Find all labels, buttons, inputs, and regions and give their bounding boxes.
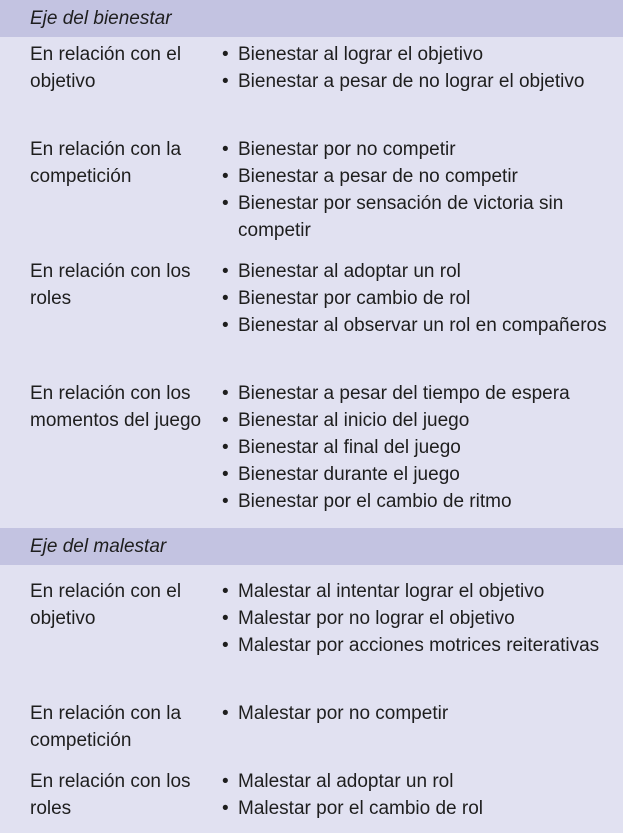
row-items bbox=[222, 380, 612, 515]
list-item: • Malestar al intentar lograr el objetivo bbox=[222, 578, 612, 605]
list-item: • Bienestar al adoptar un rol bbox=[222, 258, 612, 285]
row-category: En relación con el objetivo bbox=[30, 44, 182, 92]
list-item: • Malestar por no competir bbox=[222, 700, 612, 727]
row-items bbox=[222, 136, 612, 244]
row-items bbox=[222, 700, 612, 727]
list-item: • Bienestar al lograr el objetivo bbox=[222, 41, 612, 68]
list-item: • Malestar al adoptar un rol bbox=[222, 768, 612, 795]
row-items bbox=[222, 768, 612, 822]
row-items bbox=[222, 578, 612, 659]
list-item: • Malestar por no lograr el objetivo bbox=[222, 605, 612, 632]
list-item: • Malestar por acciones motrices reiterativas bbox=[222, 632, 612, 659]
section-title: Eje del bienestar bbox=[30, 8, 172, 29]
list-item: • Bienestar al observar un rol en compañeros bbox=[222, 312, 612, 339]
list-item: • Bienestar al final del juego bbox=[222, 434, 612, 461]
list-item: • Bienestar a pesar de no lograr el objetivo bbox=[222, 68, 612, 95]
row-category: En relación con la competición bbox=[30, 139, 182, 187]
list-item: • Bienestar por cambio de rol bbox=[222, 285, 612, 312]
list-item: • Bienestar por el cambio de ritmo bbox=[222, 488, 612, 515]
row-items bbox=[222, 258, 612, 339]
row-category: En relación con los roles bbox=[30, 771, 191, 819]
list-item: • Bienestar a pesar de no competir bbox=[222, 163, 612, 190]
list-item: • Bienestar a pesar del tiempo de espera bbox=[222, 380, 612, 407]
section-title: Eje del malestar bbox=[30, 536, 167, 557]
row-category: En relación con la competición bbox=[30, 703, 182, 751]
row-category: En relación con los momentos del juego bbox=[30, 383, 202, 431]
section-header-malestar bbox=[0, 528, 623, 565]
row-category: En relación con los roles bbox=[30, 261, 191, 309]
row-items bbox=[222, 41, 612, 95]
list-item: • Bienestar durante el juego bbox=[222, 461, 612, 488]
list-item: • Bienestar por no competir bbox=[222, 136, 612, 163]
list-item: • Malestar por el cambio de rol bbox=[222, 795, 612, 822]
list-item: • Bienestar por sensación de victoria sin competir bbox=[222, 190, 612, 244]
row-category: En relación con el objetivo bbox=[30, 581, 182, 629]
section-header-bienestar bbox=[0, 0, 623, 37]
list-item: • Bienestar al inicio del juego bbox=[222, 407, 612, 434]
